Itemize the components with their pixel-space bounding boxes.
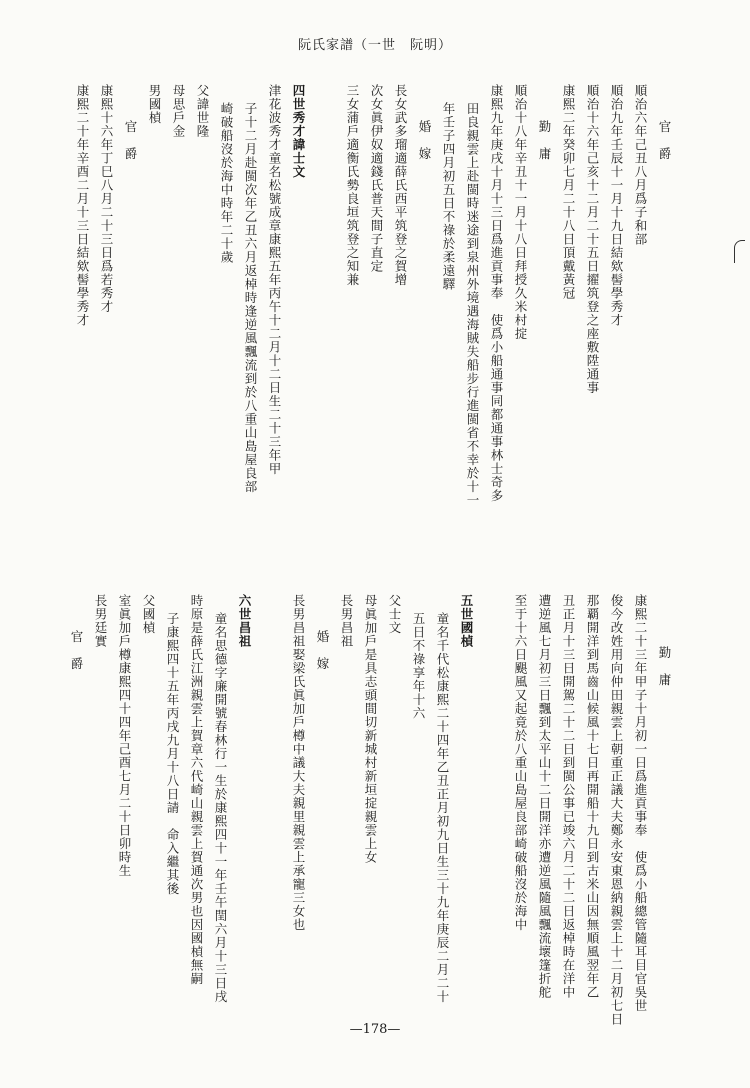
text-column: 遭逆風七月初三日飄到太平山十二日開洋亦遭逆風隨風飄流壞篷折舵: [537, 594, 552, 999]
text-column: 三女蒲戶適衡氏勢良垣筑登之知兼: [345, 84, 360, 287]
text-column: 婚 嫁: [417, 120, 432, 161]
text-column: 順治六年己丑八月爲子和部: [633, 84, 648, 246]
text-column: 子康熙四十五年丙戌九月十八日請 命入繼其後: [165, 612, 180, 896]
text-column: 子十二月赴閩次年乙丑六月返棹時逢逆風飄流到於八重山島屋良部: [243, 102, 258, 494]
margin-bracket-mark: [734, 240, 745, 263]
text-column: 父國楨: [141, 594, 156, 635]
text-column: 童名千代松康熙二十四年乙丑正月初九日生三十九年庚辰二月二十: [435, 612, 450, 1004]
text-column: 田良親雲上赴閩時迷途到泉州外境遇海賊失船步行進閩省不幸於十一: [465, 102, 480, 507]
text-column: 津花波秀才童名松號成章康熙五年丙午十二月十二日生二十三年甲: [267, 84, 282, 476]
text-column: 順治九年壬辰十一月十九日結欸髻學秀才: [609, 84, 624, 327]
text-column: 母思戶金: [171, 84, 186, 138]
text-column: 室眞加戶樽康熙四十四年己酉七月二十日卯時生: [117, 594, 132, 878]
text-column: 男國楨: [147, 84, 162, 125]
text-column: 長男昌祖: [339, 594, 354, 648]
page-header-title: 阮氏家譜（一世 阮明）: [297, 38, 452, 53]
text-column: 俊今改姓用向仲田親雲上朝重正議大夫鄭永安東恩納親雲上十二月初七日: [609, 594, 624, 1026]
text-column: 康熙二年癸卯七月二十八日頂戴黃冠: [561, 84, 576, 300]
text-column: 那覇開洋到馬齒山候風十七日再開船十九日到古米山因無順風翌年乙: [585, 594, 600, 999]
text-column: 次女眞伊奴適錢氏普天間子直定: [369, 84, 384, 273]
text-column: 康熙九年庚戌十月十三日爲進貢事奉 使爲小船通事同都通事林士奇多: [489, 84, 504, 503]
generation-heading: 六世昌祖: [237, 594, 252, 648]
lower-text-block: [30, 594, 706, 1026]
page-number: —178—: [349, 1022, 401, 1037]
text-column: 婚 嫁: [315, 630, 330, 671]
upper-text-block: [30, 84, 706, 516]
text-column: 官 爵: [123, 120, 138, 161]
text-column: 父士文: [387, 594, 402, 635]
text-column: 長男廷實: [93, 594, 108, 648]
text-column: 長男昌祖娶梁氏眞加戶樽中議大夫親里親雲上承寵三女也: [291, 594, 306, 932]
text-column: 至于十六日颶風又起竟於八重山島屋良部崎破船沒於海中: [513, 594, 528, 932]
text-column: 康熙二十三年甲子十月初一日爲進貢事奉 使爲小船總管隨耳目官吳世: [633, 594, 648, 1013]
text-column: 官 爵: [69, 630, 84, 671]
text-column: 順治十六年己亥十二月二十五日擢筑登之座敷陞通事: [585, 84, 600, 395]
text-column: 長女武多瑠適薛氏西平筑登之賀增: [393, 84, 408, 287]
text-column: 童名思德字廉開號春林行一生於康熙四十一年壬午閏六月十三日戌: [213, 612, 228, 1004]
text-column: 順治十八年辛丑十一月十八日拜授久米村掟: [513, 84, 528, 341]
text-column: 五日不祿享年十六: [411, 612, 426, 720]
text-column: 勤 庸: [537, 120, 552, 161]
text-column: 年壬子四月初五日不祿於柔遠驛: [441, 102, 456, 291]
text-column: 官 爵: [657, 120, 672, 161]
text-column: 母眞加戶是具志頭間切新城村新垣掟親雲上女: [363, 594, 378, 864]
text-column: 崎破船沒於海中時年二十歲: [219, 102, 234, 264]
text-column: 丑正月十三日開駕二十二日到閩公事已竣六月二十二日返棹時在洋中: [561, 594, 576, 999]
text-column: 父諱世隆: [195, 84, 210, 138]
text-column: 時原是薛氏江洲親雲上賀章六代崎山親雲上賀通次男也因國楨無嗣: [189, 594, 204, 986]
text-column: 康熙十六年丁巳八月二十三日爲若秀才: [99, 84, 114, 314]
generation-heading: 四世秀才諱士文: [291, 84, 306, 179]
text-column: 康熙二十年辛酉二月十三日結欸髻學秀才: [75, 84, 90, 327]
generation-heading: 五世國楨: [459, 594, 474, 648]
text-column: 勤 庸: [657, 646, 672, 687]
